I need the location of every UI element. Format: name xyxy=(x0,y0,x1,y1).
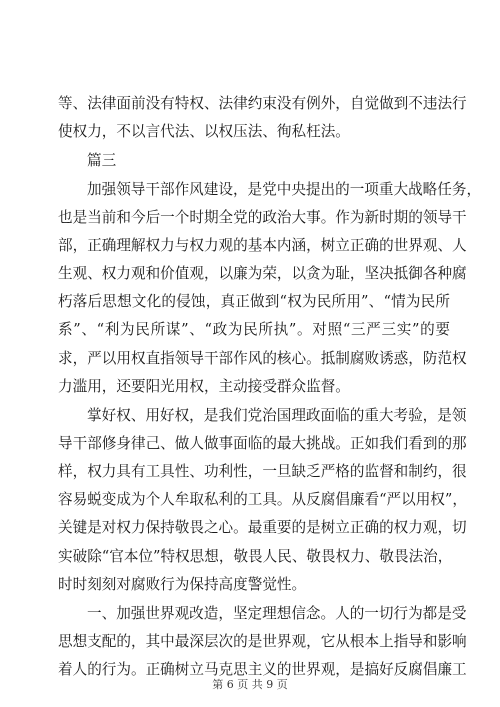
text-line: 力滥用，还要阳光用权，主动接受群众监督。 xyxy=(58,378,350,395)
text-line: 着人的行为。正确树立马克思主义的世界观，是搞好反腐倡廉工 xyxy=(58,661,467,678)
text-line: 系”、“利为民所谋”、“政为民所执”。对照“三严三实”的要 xyxy=(58,321,450,338)
text-line: 思想支配的，其中最深层次的是世界观，它从根本上指导和影响 xyxy=(58,633,467,650)
text-line: 也是当前和今后一个时期全党的政治大事。作为新时期的领导干 xyxy=(58,209,467,226)
text-line: 实破除“官本位”特权思想，敬畏人民、敬畏权力、敬畏法治， xyxy=(58,548,453,565)
text-line: 导干部修身律己、做人做事面临的最大挑战。正如我们看到的那 xyxy=(58,435,467,452)
text-line: 容易蜕变成为个人牟取私利的工具。从反腐倡廉看“严以用权”， xyxy=(58,491,467,508)
text-line: 关键是对权力保持敬畏之心。最重要的是树立正确的权力观，切 xyxy=(58,519,467,536)
section-heading: 篇三 xyxy=(87,152,117,169)
text-line: 样，权力具有工具性、功利性，一旦缺乏严格的监督和制约，很 xyxy=(58,463,467,480)
text-line: 一、加强世界观改造，坚定理想信念。人的一切行为都是受 xyxy=(87,605,467,622)
text-line: 部，正确理解权力与权力观的基本内涵，树立正确的世界观、人 xyxy=(58,237,467,254)
text-line: 使权力，不以言代法、以权压法、徇私枉法。 xyxy=(58,123,350,140)
text-line: 朽落后思想文化的侵蚀，真正做到“权为民所用”、“情为民所 xyxy=(58,293,450,310)
text-line: 求，严以用权直指领导干部作风的核心。抵制腐败诱惑，防范权 xyxy=(58,350,467,367)
text-line: 加强领导干部作风建设，是党中央提出的一项重大战略任务， xyxy=(87,181,482,198)
text-line: 时时刻刻对腐败行为保持高度警觉性。 xyxy=(58,576,307,593)
text-line: 掌好权、用好权，是我们党治国理政面临的重大考验，是领 xyxy=(87,407,467,424)
text-line: 等、法律面前没有特权、法律约束没有例外，自觉做到不违法行 xyxy=(58,95,467,112)
page-number: 第 6 页 共 9 页 xyxy=(212,678,288,691)
text-line: 生观、权力观和价值观，以廉为荣，以贪为耻，坚决抵御各种腐 xyxy=(58,265,467,282)
